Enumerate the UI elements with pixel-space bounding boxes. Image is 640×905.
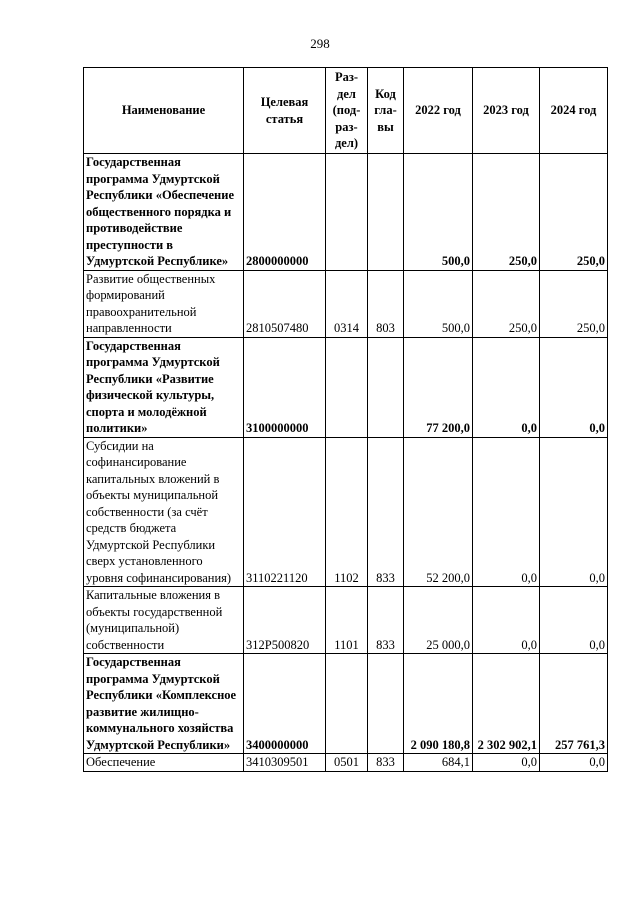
cell-section xyxy=(326,154,368,271)
cell-name: Капитальные вложения в объекты государственной (муниципальной) собственности xyxy=(84,587,244,654)
cell-2024: 250,0 xyxy=(540,154,608,271)
cell-section: 1101 xyxy=(326,587,368,654)
cell-name: Государственная программа Удмуртской Республики «Развитие физической культуры, спорта и молодёжной политики» xyxy=(84,337,244,437)
cell-target: 3400000000 xyxy=(244,654,326,754)
cell-name: Государственная программа Удмуртской Республики «Обеспечение общественного порядка и противодействие преступности в Удмуртской Республике» xyxy=(84,154,244,271)
table-row xyxy=(84,437,608,587)
col-header-2022: 2022 год xyxy=(404,68,473,154)
cell-2022: 500,0 xyxy=(404,270,473,337)
cell-section: 0314 xyxy=(326,270,368,337)
cell-2024: 250,0 xyxy=(540,270,608,337)
cell-chapter: 833 xyxy=(368,587,404,654)
page-number: 298 xyxy=(310,36,330,51)
cell-section: 1102 xyxy=(326,437,368,587)
cell-2022: 500,0 xyxy=(404,154,473,271)
cell-name: Субсидии на софинансирование капитальных вложений в объекты муниципальной собственности (за счёт средств бюджета Удмуртской Республики сверх установленного уровня софинансирования) xyxy=(84,437,244,587)
cell-2024: 0,0 xyxy=(540,754,608,772)
table-row xyxy=(84,154,608,271)
cell-name: Государственная программа Удмуртской Республики «Комплексное развитие жилищно-коммунального хозяйства Удмуртской Республики» xyxy=(84,654,244,754)
cell-2022: 52 200,0 xyxy=(404,437,473,587)
cell-target: 3110221120 xyxy=(244,437,326,587)
table-row xyxy=(84,337,608,437)
cell-section: 0501 xyxy=(326,754,368,772)
cell-chapter xyxy=(368,654,404,754)
cell-chapter xyxy=(368,154,404,271)
table-row xyxy=(84,654,608,754)
cell-2022: 2 090 180,8 xyxy=(404,654,473,754)
table-row xyxy=(84,587,608,654)
cell-section xyxy=(326,337,368,437)
cell-2024: 0,0 xyxy=(540,587,608,654)
cell-2023: 0,0 xyxy=(473,754,540,772)
cell-2022: 25 000,0 xyxy=(404,587,473,654)
table-header-row xyxy=(84,68,608,154)
col-header-2023: 2023 год xyxy=(473,68,540,154)
cell-chapter: 803 xyxy=(368,270,404,337)
col-header-section: Раз-дел (под-раз-дел) xyxy=(326,68,368,154)
cell-name: Развитие общественных формирований правоохранительной направленности xyxy=(84,270,244,337)
cell-target: 3410309501 xyxy=(244,754,326,772)
cell-2023: 2 302 902,1 xyxy=(473,654,540,754)
cell-2024: 0,0 xyxy=(540,337,608,437)
cell-2022: 77 200,0 xyxy=(404,337,473,437)
budget-table xyxy=(83,67,608,772)
cell-target: 312P500820 xyxy=(244,587,326,654)
col-header-2024: 2024 год xyxy=(540,68,608,154)
cell-2022: 684,1 xyxy=(404,754,473,772)
cell-chapter: 833 xyxy=(368,754,404,772)
cell-chapter xyxy=(368,337,404,437)
cell-2023: 0,0 xyxy=(473,337,540,437)
cell-2023: 250,0 xyxy=(473,270,540,337)
cell-chapter: 833 xyxy=(368,437,404,587)
cell-2023: 250,0 xyxy=(473,154,540,271)
cell-target: 3100000000 xyxy=(244,337,326,437)
cell-2024: 257 761,3 xyxy=(540,654,608,754)
cell-section xyxy=(326,654,368,754)
col-header-target: Целевая статья xyxy=(244,68,326,154)
cell-2024: 0,0 xyxy=(540,437,608,587)
cell-name: Обеспечение xyxy=(84,754,244,772)
cell-target: 2800000000 xyxy=(244,154,326,271)
cell-2023: 0,0 xyxy=(473,587,540,654)
cell-target: 2810507480 xyxy=(244,270,326,337)
cell-2023: 0,0 xyxy=(473,437,540,587)
col-header-name: Наименование xyxy=(84,68,244,154)
col-header-chapter: Код гла-вы xyxy=(368,68,404,154)
table-row xyxy=(84,754,608,772)
table-row xyxy=(84,270,608,337)
